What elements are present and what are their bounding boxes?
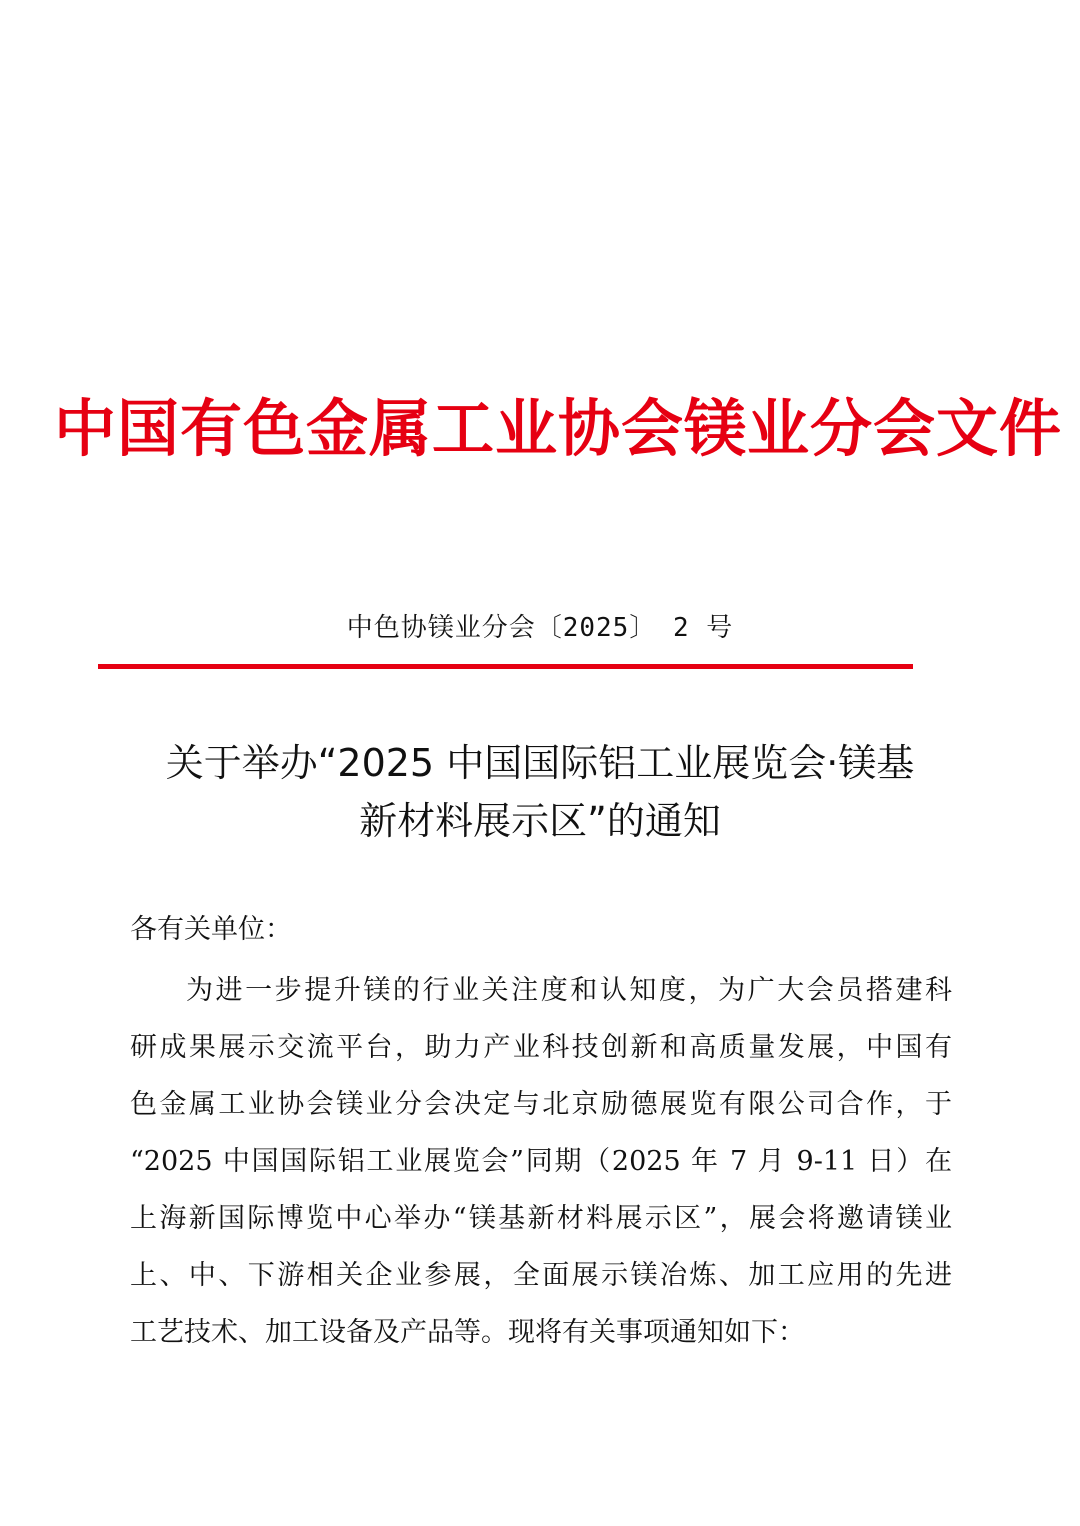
document-number: 中色协镁业分会〔2025〕 2 号 — [346, 613, 734, 643]
notice-title-line-1: 关于举办“2025 中国国际铝工业展览会·镁基 — [165, 741, 915, 785]
salutation: 各有关单位： — [130, 914, 292, 945]
body-line: 上海新国际博览中心举办“镁基新材料展示区”，展会将邀请镁业 — [130, 1203, 952, 1234]
body-line: 为进一步提升镁的行业关注度和认知度，为广大会员搭建科 — [186, 975, 952, 1006]
notice-title — [90, 734, 990, 850]
body-line: 研成果展示交流平台，助力产业科技创新和高质量发展，中国有 — [130, 1032, 952, 1063]
red-divider-line — [98, 664, 913, 669]
body-paragraph — [130, 962, 952, 1361]
body-line: 上、中、下游相关企业参展，全面展示镁冶炼、加工应用的先进 — [130, 1260, 952, 1291]
notice-title-line-2: 新材料展示区”的通知 — [359, 799, 721, 843]
document-header-title: 中国有色金属工业协会镁业分会文件 — [53, 392, 1062, 465]
body-line: “2025 中国国际铝工业展览会”同期（2025 年 7 月 9-11 日）在 — [130, 1146, 952, 1177]
body-line: 色金属工业协会镁业分会决定与北京励德展览有限公司合作，于 — [130, 1089, 952, 1120]
body-line: 工艺技术、加工设备及产品等。现将有关事项通知如下： — [130, 1317, 805, 1348]
